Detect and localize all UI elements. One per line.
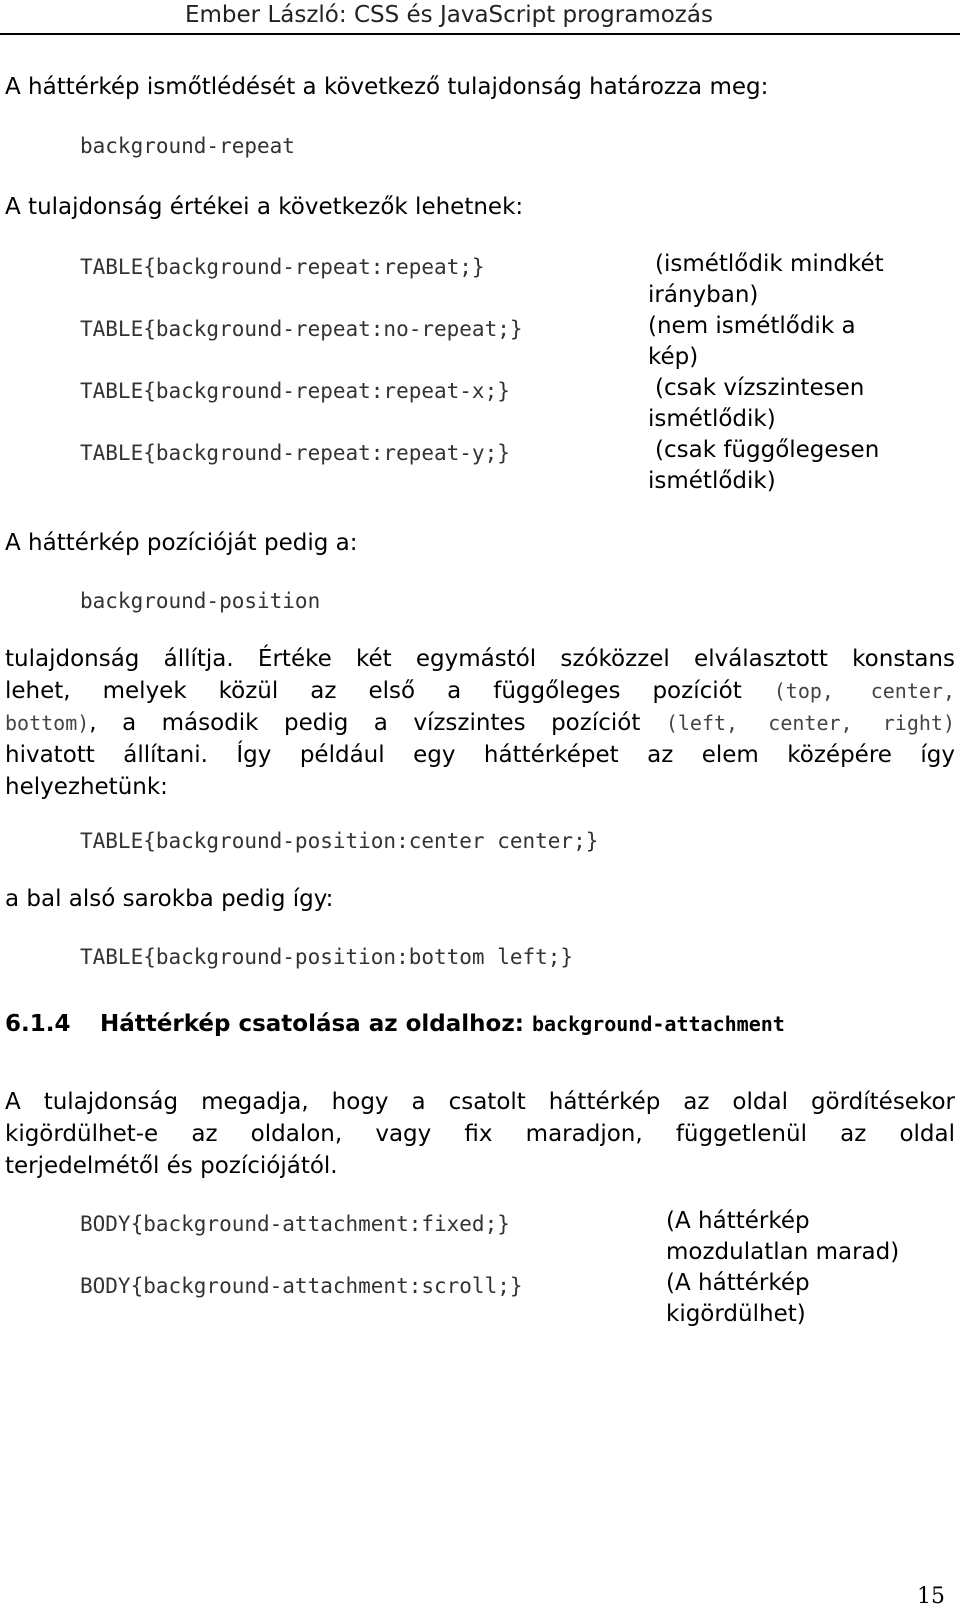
attachment-paragraph-line: A tulajdonság megadja, hogy a csatolt háttérkép az oldal gördítésekor (5, 1089, 955, 1115)
attachment-desc-fixed-line2: mozdulatlan marad) (666, 1239, 900, 1265)
attachment-desc-scroll-line2: kigördülhet) (666, 1301, 806, 1327)
attachment-paragraph-line: terjedelmétől és pozíciójától. (5, 1153, 338, 1179)
running-header: Ember László: CSS és JavaScript programozás (185, 2, 713, 28)
repeat-desc-repeat-x-line2: ismétlődik) (648, 406, 776, 432)
inline-code-horizontal-values: (left, center, right) (665, 711, 956, 735)
repeat-desc-no-repeat-line1: (nem ismétlődik a (648, 313, 856, 339)
position-bottom-left-code: TABLE{background-position:bottom left;} (80, 945, 574, 969)
repeat-code-repeat-y: TABLE{background-repeat:repeat-y;} (80, 441, 510, 465)
inline-code-bottom: bottom) (5, 711, 90, 735)
position-property-code: background-position (80, 589, 321, 613)
position-center-code: TABLE{background-position:center center;} (80, 829, 599, 853)
position-paragraph-line (5, 675, 955, 707)
position-paragraph-line: hivatott állítani. Így például egy háttérképet az elem középére így (5, 742, 955, 768)
attachment-paragraph (5, 1086, 955, 1182)
repeat-property-code: background-repeat (80, 134, 295, 158)
paragraph-text: lehet, melyek közül az első a függőleges pozíciót (5, 678, 742, 704)
position-intro-text: A háttérkép pozícióját pedig a: (5, 530, 358, 556)
repeat-code-no-repeat: TABLE{background-repeat:no-repeat;} (80, 317, 523, 341)
attachment-desc-fixed-line1: (A háttérkép (666, 1208, 810, 1234)
position-paragraph-line: helyezhetünk: (5, 774, 168, 800)
attachment-code-scroll: BODY{background-attachment:scroll;} (80, 1274, 523, 1298)
repeat-desc-repeat-y-line2: ismétlődik) (648, 468, 776, 494)
inline-code-vertical-values: (top, center, (773, 679, 955, 703)
repeat-intro-text: A háttérkép ismőtlédését a következő tulajdonság határozza meg: (5, 74, 769, 100)
values-intro-text: A tulajdonság értékei a következők lehetnek: (5, 194, 524, 220)
position-paragraph-line (5, 707, 955, 739)
bottom-left-text: a bal alsó sarokba pedig így: (5, 886, 334, 912)
attachment-paragraph-line: kigördülhet-e az oldalon, vagy fix maradjon, függetlenül az oldal (5, 1121, 955, 1147)
section-title-code: background-attachment (531, 1012, 785, 1036)
repeat-code-repeat-x: TABLE{background-repeat:repeat-x;} (80, 379, 510, 403)
section-number: 6.1.4 (5, 1011, 71, 1037)
repeat-desc-repeat-y-line1: (csak függőlegesen (655, 437, 880, 463)
position-paragraph-line: tulajdonság állítja. Értéke két egymástól szóközzel elválasztott konstans (5, 646, 955, 672)
repeat-desc-repeat-line1: (ismétlődik mindkét (655, 251, 884, 277)
page-number: 15 (917, 1584, 945, 1609)
position-paragraph (5, 643, 955, 803)
repeat-desc-repeat-line2: irányban) (648, 282, 759, 308)
header-rule (0, 33, 960, 35)
section-heading (5, 1011, 785, 1037)
repeat-desc-repeat-x-line1: (csak vízszintesen (655, 375, 865, 401)
repeat-code-repeat: TABLE{background-repeat:repeat;} (80, 255, 485, 279)
attachment-code-fixed: BODY{background-attachment:fixed;} (80, 1212, 510, 1236)
repeat-desc-no-repeat-line2: kép) (648, 344, 699, 370)
section-title: Háttérkép csatolása az oldalhoz: (100, 1011, 524, 1037)
paragraph-text: , a második pedig a vízszintes pozíciót (89, 710, 641, 736)
attachment-desc-scroll-line1: (A háttérkép (666, 1270, 810, 1296)
